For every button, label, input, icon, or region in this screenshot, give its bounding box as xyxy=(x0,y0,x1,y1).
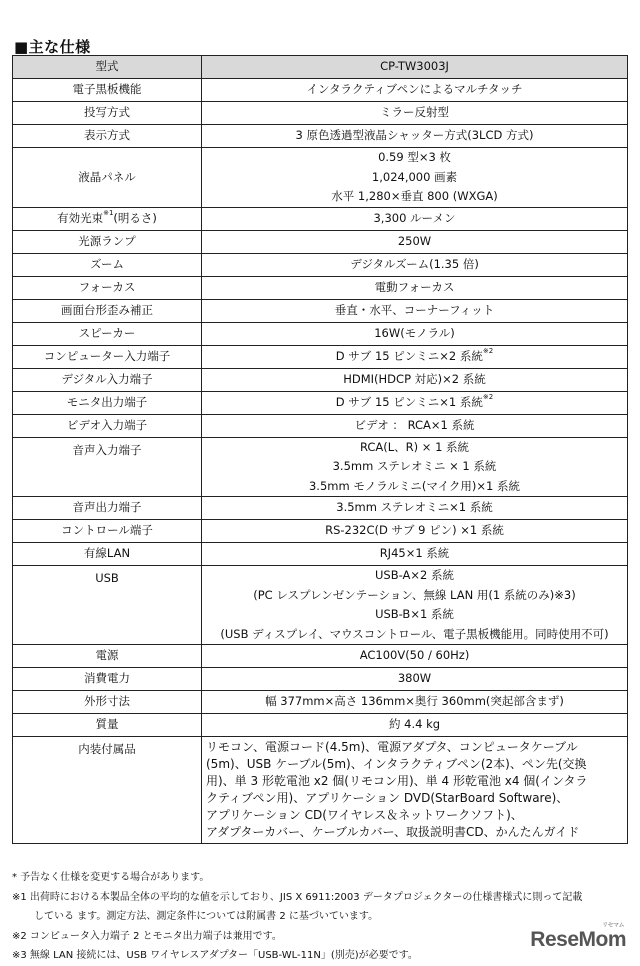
spec-label-text: 内装付属品 xyxy=(78,742,136,756)
spec-label xyxy=(13,391,202,414)
spec-value xyxy=(202,645,628,668)
spec-value-line: 幅 377mm×高さ 136mm×奥行 360mm(突起部含まず) xyxy=(265,694,564,709)
footnote: ※2 コンピュータ入力端子 2 とモニタ出力端子は兼用です。 xyxy=(12,930,282,942)
spec-value-line: D サブ 15 ピンミニ×2 系統 xyxy=(335,348,483,363)
spec-value-line: 垂直・水平、コーナーフィット xyxy=(334,302,495,317)
spec-label xyxy=(13,497,202,520)
spec-value-line: 250W xyxy=(397,233,432,248)
spec-label-text: 消費電力 xyxy=(84,671,130,686)
spec-value xyxy=(202,148,628,208)
spec-label xyxy=(13,714,202,737)
spec-label xyxy=(13,276,202,299)
spec-value xyxy=(202,714,628,737)
table-row xyxy=(13,102,628,125)
spec-label-text: コントロール端子 xyxy=(61,523,153,538)
spec-value-line: 水平 1,280×垂直 800 (WXGA) xyxy=(331,189,498,203)
spec-value-line: 3.5mm ステレオミニ×1 系統 xyxy=(336,500,493,515)
footnote: ※1 出荷時における本製品全体の平均的な値を示しており、JIS X 6911:2003 データプロジェクターの仕様書様式に則って記載 xyxy=(12,891,583,903)
spec-value-line: RCA(L、R) × 1 系統 xyxy=(359,439,470,454)
spec-label-text: 有線LAN xyxy=(83,546,131,561)
spec-label-text: 質量 xyxy=(95,717,119,732)
spec-value xyxy=(202,391,628,414)
table-header-row xyxy=(13,56,628,79)
spec-value-line: 約 4.4 kg xyxy=(388,717,441,732)
spec-value-line: ビデオ ： RCA×1 系統 xyxy=(354,417,475,432)
spec-label xyxy=(13,691,202,714)
table-row xyxy=(13,345,628,368)
spec-label-text: 表示方式 xyxy=(84,128,130,143)
table-row xyxy=(13,230,628,253)
table-row xyxy=(13,645,628,668)
spec-value xyxy=(202,276,628,299)
spec-value-line: (PC レスプレンゼンテーション、無線 LAN 用(1 系統のみ)※3) xyxy=(253,587,576,602)
spec-value-line: アプリケーション CD(ワイヤレス＆ネットワークソフト)、 xyxy=(206,808,523,822)
spec-value xyxy=(202,520,628,543)
footnote-ref: ※2 xyxy=(482,392,494,401)
spec-label-text: スピーカー xyxy=(78,325,136,340)
spec-label-text: 外形寸法 xyxy=(84,694,130,709)
footnote: している ます。測定方法、測定条件については附属書 2 に基づいています。 xyxy=(34,911,379,922)
spec-value xyxy=(202,437,628,497)
header-key: 型式 xyxy=(13,56,202,79)
spec-value-line: 0.59 型×3 枚 xyxy=(378,150,451,164)
table-row xyxy=(13,497,628,520)
footnote: * 予告なく仕様を変更する場合があります。 xyxy=(12,872,210,883)
spec-value-line: アダプターカバー、ケーブルカバー、取扱説明書CD、かんたんガイド xyxy=(206,825,580,839)
spec-label-text: 電源 xyxy=(95,648,119,663)
spec-label-text: 画面台形歪み補正 xyxy=(61,302,153,317)
table-row xyxy=(13,543,628,566)
spec-value xyxy=(202,125,628,148)
spec-value xyxy=(202,368,628,391)
spec-label xyxy=(13,102,202,125)
spec-value-line: (5m)、USB ケーブル(5m)、インタラクティブペン(2本)、ペン先(交換 xyxy=(206,757,587,771)
spec-value-line: USB-B×1 系統 xyxy=(375,607,454,621)
spec-value-line: インタラクティブペンによるマルチタッチ xyxy=(306,82,523,97)
resemom-logo: リセマム ReseMom xyxy=(530,923,626,951)
spec-value xyxy=(202,253,628,276)
spec-label-text: ビデオ入力端子 xyxy=(66,417,148,432)
spec-label xyxy=(13,322,202,345)
spec-value xyxy=(202,230,628,253)
spec-label xyxy=(13,148,202,208)
spec-value-line: 3 原色透過型液晶シャッター方式(3LCD 方式) xyxy=(295,128,534,143)
spec-label xyxy=(13,520,202,543)
spec-value-line: AC100V(50 / 60Hz) xyxy=(359,648,470,663)
spec-value-line: デジタルズーム(1.35 倍) xyxy=(350,256,479,271)
spec-table xyxy=(12,55,628,844)
spec-value xyxy=(202,345,628,368)
header-model: CP-TW3003J xyxy=(202,56,628,79)
spec-label-text: 有効光束 xyxy=(57,210,104,225)
table-row xyxy=(13,414,628,437)
spec-value xyxy=(202,566,628,645)
spec-label-text: 液晶パネル xyxy=(78,169,136,184)
spec-label-text: フォーカス xyxy=(78,279,136,294)
spec-value-line: RJ45×1 系統 xyxy=(379,546,450,561)
spec-label-text: デジタル入力端子 xyxy=(61,371,153,386)
table-row xyxy=(13,207,628,230)
spec-value xyxy=(202,497,628,520)
spec-label-text: 電子黒板機能 xyxy=(72,82,142,97)
footnote: ※3 無線 LAN 接続には、USB ワイヤレスアダプター「USB-WL-11N」(別売)が必要です。 xyxy=(12,950,418,961)
spec-value-line: 電動フォーカス xyxy=(374,279,455,294)
spec-label-text: ズーム xyxy=(90,256,124,271)
table-row xyxy=(13,520,628,543)
spec-value xyxy=(202,414,628,437)
spec-label-text: 音声入力端子 xyxy=(72,442,142,457)
spec-label xyxy=(13,299,202,322)
spec-value-line: クティブペン用)、アプリケーション DVD(StarBoard Software)、 xyxy=(206,791,569,805)
spec-value xyxy=(202,102,628,125)
section-title: ■主な仕様 xyxy=(14,38,91,56)
table-row xyxy=(13,668,628,691)
footnotes xyxy=(12,868,582,966)
table-row xyxy=(13,368,628,391)
table-row xyxy=(13,737,628,844)
spec-label xyxy=(13,253,202,276)
spec-value-line: USB-A×2 系統 xyxy=(375,568,454,582)
spec-value-line: RS-232C(D サブ 9 ピン) ×1 系統 xyxy=(325,523,504,538)
spec-label xyxy=(13,79,202,102)
spec-label xyxy=(13,645,202,668)
spec-label-text: 音声出力端子 xyxy=(72,500,142,515)
footnote-ref: ※1 xyxy=(103,208,114,217)
spec-value-line: リモコン、電源コード(4.5m)、電源アダプタ、コンピュータケーブル xyxy=(206,740,578,754)
spec-value-line: 3,300 ルーメン xyxy=(373,210,456,225)
spec-value xyxy=(202,691,628,714)
spec-label xyxy=(13,668,202,691)
spec-value xyxy=(202,299,628,322)
spec-label-text: 光源ランプ xyxy=(78,233,136,248)
spec-value-line: HDMI(HDCP 対応)×2 系統 xyxy=(343,371,486,386)
spec-value-line: (USB ディスプレイ、マウスコントロール、電子黒板機能用。同時使用不可) xyxy=(220,626,609,641)
spec-value xyxy=(202,543,628,566)
spec-label xyxy=(13,368,202,391)
spec-label-text: モニタ出力端子 xyxy=(66,394,148,409)
table-row xyxy=(13,322,628,345)
table-row xyxy=(13,148,628,208)
table-row xyxy=(13,79,628,102)
table-row xyxy=(13,566,628,645)
spec-label-suffix: (明るさ) xyxy=(113,210,157,225)
spec-value xyxy=(202,322,628,345)
spec-value xyxy=(202,207,628,230)
spec-label xyxy=(13,207,202,230)
table-row xyxy=(13,437,628,497)
table-row xyxy=(13,391,628,414)
spec-value-line: ミラー反射型 xyxy=(380,105,449,120)
spec-value xyxy=(202,668,628,691)
spec-value-line: 1,024,000 画素 xyxy=(371,169,458,184)
spec-value-line: 3.5mm ステレオミニ × 1 系統 xyxy=(332,459,497,473)
spec-label xyxy=(13,230,202,253)
spec-label-text: 投写方式 xyxy=(84,105,130,120)
spec-label xyxy=(13,125,202,148)
table-row xyxy=(13,276,628,299)
table-row xyxy=(13,714,628,737)
table-row xyxy=(13,299,628,322)
spec-value-line: D サブ 15 ピンミニ×1 系統 xyxy=(335,394,483,409)
spec-value-line: 用)、単 3 形乾電池 x2 個(リモコン用)、単 4 形乾電池 x4 個(インタラ xyxy=(206,774,588,788)
table-row xyxy=(13,253,628,276)
spec-value-line: 3.5mm モノラルミニ(マイク用)×1 系統 xyxy=(308,478,520,493)
footnote-ref: ※2 xyxy=(482,346,494,355)
spec-label xyxy=(13,566,202,645)
table-row xyxy=(13,125,628,148)
spec-label-text: USB xyxy=(95,571,119,585)
spec-value-line: 16W(モノラル) xyxy=(374,325,455,340)
spec-label-text: コンピューター入力端子 xyxy=(43,348,171,363)
spec-label xyxy=(13,414,202,437)
spec-label xyxy=(13,737,202,844)
spec-label xyxy=(13,543,202,566)
spec-label xyxy=(13,345,202,368)
spec-label xyxy=(13,437,202,497)
table-row xyxy=(13,691,628,714)
spec-value xyxy=(202,737,628,844)
spec-value-line: 380W xyxy=(397,671,432,686)
spec-value xyxy=(202,79,628,102)
